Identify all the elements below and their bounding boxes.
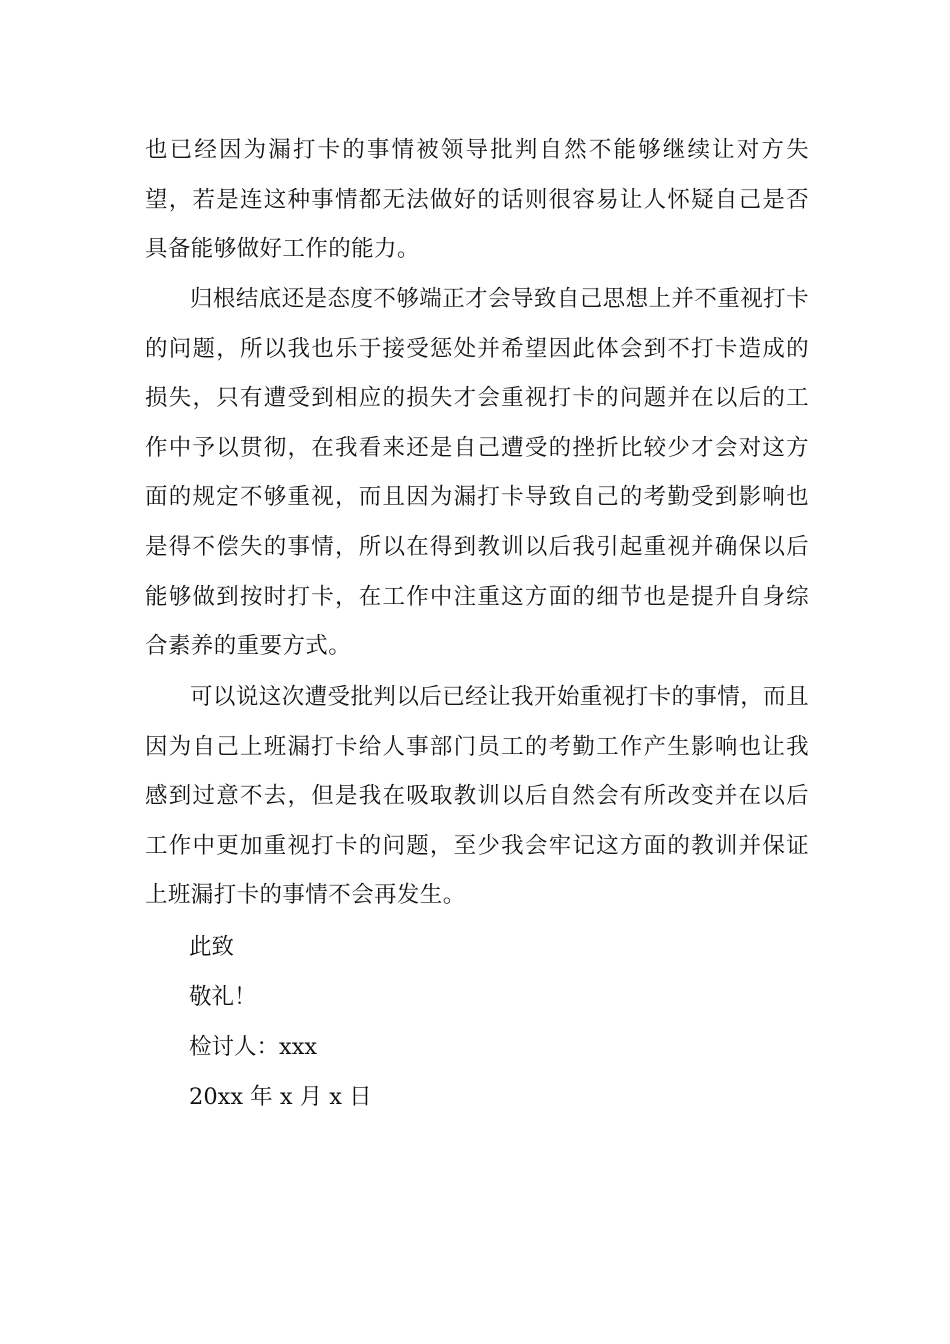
paragraph-continued: 也已经因为漏打卡的事情被领导批判自然不能够继续让对方失望，若是连这种事情都无法做好的话则很容易让人怀疑自己是否具备能够做好工作的能力。: [145, 137, 809, 263]
paragraph-continued-block: [145, 126, 809, 275]
closing-regards: 敬礼！: [189, 984, 257, 1010]
paragraph-3: 可以说这次遭受批判以后已经让我开始重视打卡的事情，而且因为自己上班漏打卡给人事部门员工的考勤工作产生影响也让我感到过意不去，但是我在吸取教训以后自然会有所改变并在以后工作中更加重视打卡的问题，至少我会牢记这方面的教训并保证上班漏打卡的事情不会再发生。: [145, 684, 809, 909]
paragraph-2: 归根结底还是态度不够端正才会导致自己思想上并不重视打卡的问题，所以我也乐于接受惩处并希望因此体会到不打卡造成的损失，只有遭受到相应的损失才会重视打卡的问题并在以后的工作中予以贯彻，在我看来还是自己遭受的挫折比较少才会对这方面的规定不够重视，而且因为漏打卡导致自己的考勤受到影响也是得不偿失的事情，所以在得到教训以后我引起重视并确保以后能够做到按时打卡，在工作中注重这方面的细节也是提升自身综合素养的重要方式。: [145, 286, 809, 660]
closing-salutation: 此致: [189, 934, 235, 960]
signer-line: 检讨人：xxx: [189, 1034, 318, 1060]
paragraph-3-block: [145, 673, 809, 921]
date-line: 20xx 年 x 月 x 日: [189, 1084, 372, 1110]
paragraph-2-block: [145, 275, 809, 672]
